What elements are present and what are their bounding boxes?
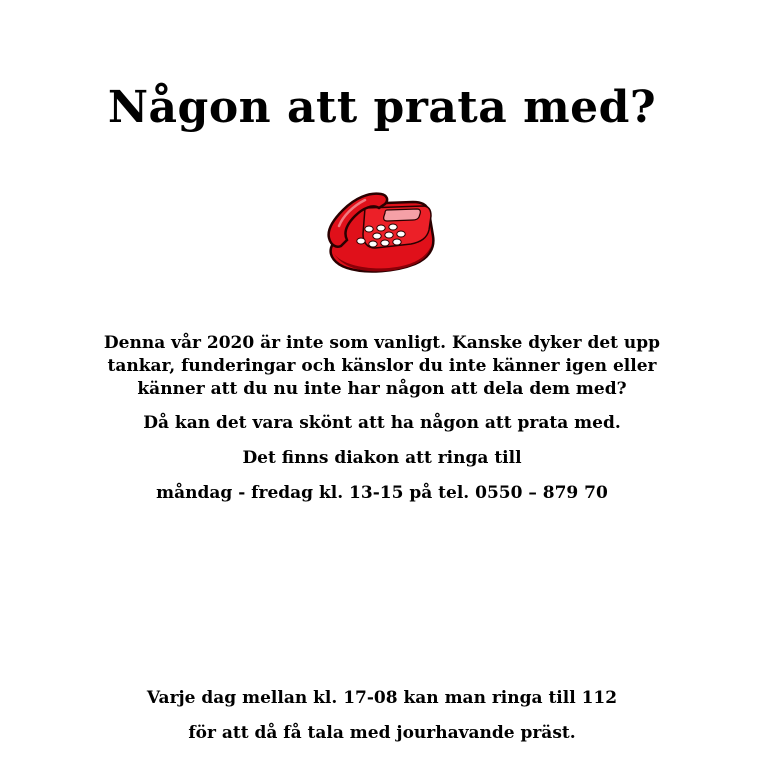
intro-paragraph [60, 332, 704, 401]
page-title: Någon att prata med? [107, 82, 657, 133]
red-telephone-icon [325, 190, 437, 274]
intro-line-2: tankar, funderingar och känslor du inte känner igen eller [107, 356, 657, 376]
phone-display [384, 209, 421, 221]
emergency-line-1: Varje dag mellan kl. 17-08 kan man ringa till 112 [146, 688, 618, 708]
emergency-line-2: för att då få tala med jourhavande präst. [188, 723, 576, 743]
hours-text: måndag - fredag kl. 13-15 på tel. 0550 – 879 70 [156, 483, 608, 503]
deacon-text: Det finns diakon att ringa till [242, 448, 522, 468]
comfort-text: Då kan det vara skönt att ha någon att prata med. [143, 413, 621, 433]
intro-line-3: känner att du nu inte har någon att dela dem med? [137, 379, 627, 399]
intro-line-1: Denna vår 2020 är inte som vanligt. Kanske dyker det upp [103, 333, 661, 353]
